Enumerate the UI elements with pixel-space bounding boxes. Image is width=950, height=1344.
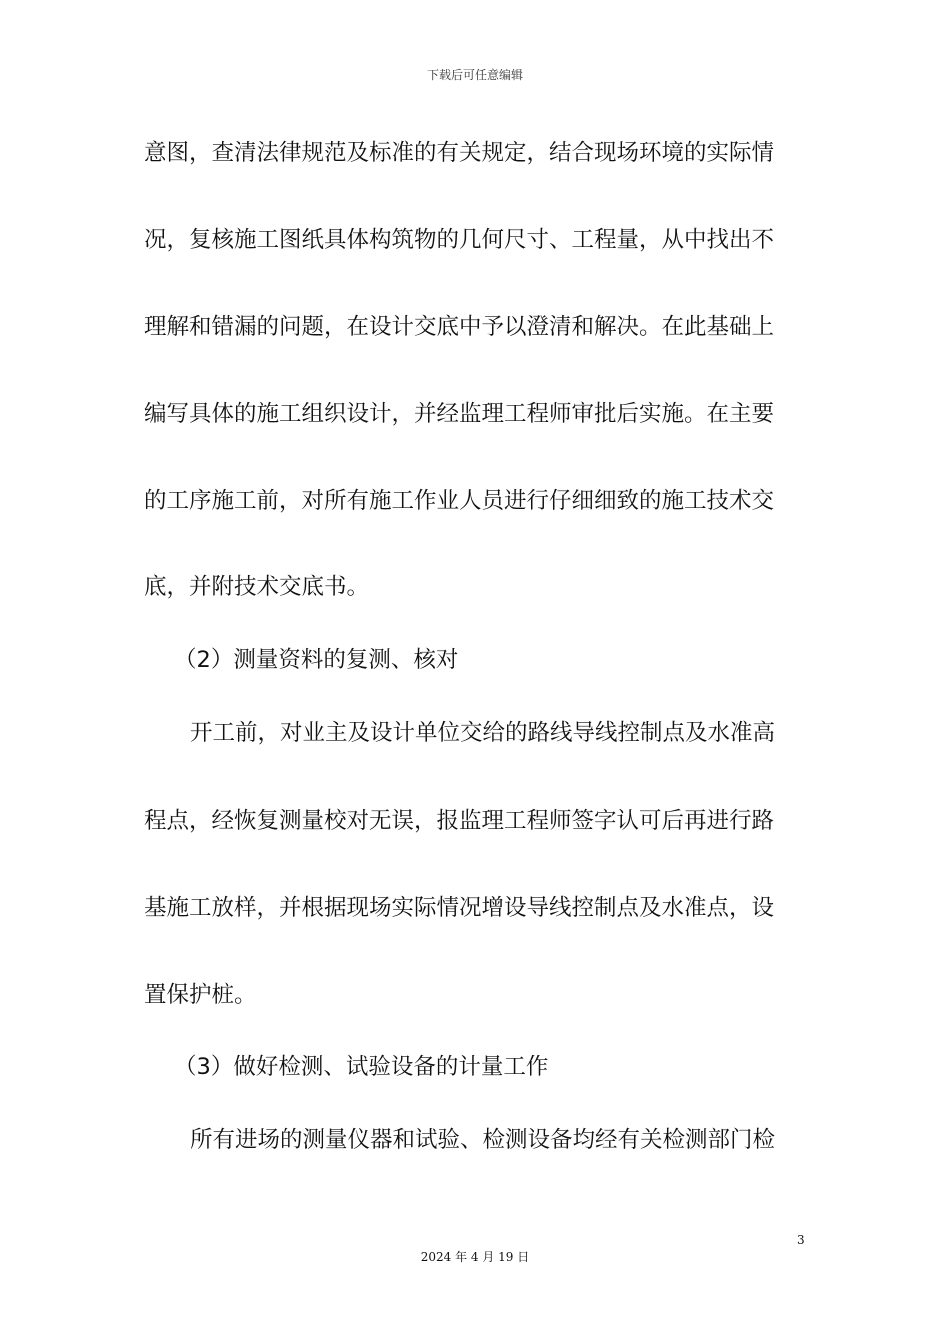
body-line: 所有进场的测量仪器和试验、检测设备均经有关检测部门检 — [190, 1127, 776, 1153]
page-number: 3 — [797, 1233, 805, 1247]
body-line: 程点，经恢复测量校对无误，报监理工程师签字认可后再进行路 — [144, 808, 775, 834]
body-line: 理解和错漏的问题，在设计交底中予以澄清和解决。在此基础上 — [144, 314, 775, 340]
page-header: 下载后可任意编辑 — [426, 68, 523, 82]
body-line: 基施工放样，并根据现场实际情况增设导线控制点及水准点，设 — [144, 895, 775, 921]
section-heading: （2）测量资料的复测、核对 — [174, 647, 459, 673]
body-line: 编写具体的施工组织设计，并经监理工程师审批后实施。在主要 — [144, 401, 775, 427]
body-line: 底，并附技术交底书。 — [144, 574, 370, 600]
footer-date: 2024 年 4 月 19 日 — [420, 1250, 530, 1264]
body-line: 置保护桩。 — [144, 982, 257, 1008]
section-heading: （3）做好检测、试验设备的计量工作 — [174, 1054, 549, 1080]
body-line: 意图，查清法律规范及标准的有关规定，结合现场环境的实际情 — [144, 140, 775, 166]
body-line: 的工序施工前，对所有施工作业人员进行仔细细致的施工技术交 — [144, 488, 775, 514]
body-line: 开工前，对业主及设计单位交给的路线导线控制点及水准高 — [190, 720, 776, 746]
body-line: 况，复核施工图纸具体构筑物的几何尺寸、工程量，从中找出不 — [144, 227, 775, 253]
